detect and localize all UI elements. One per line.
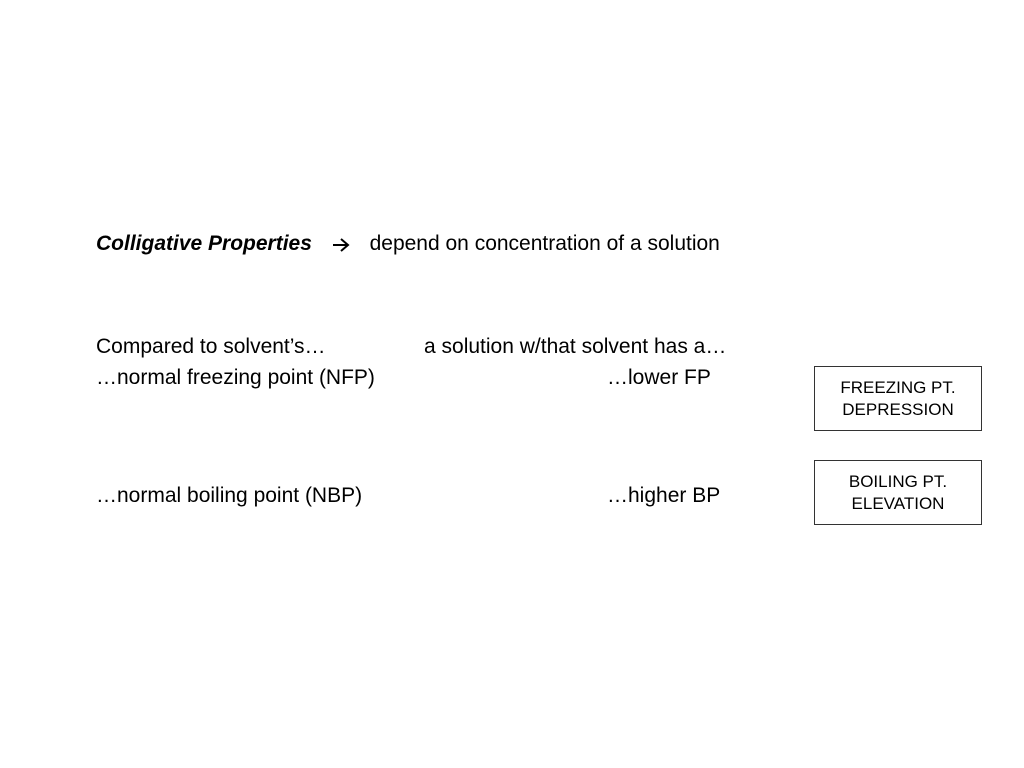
higher-bp-label: …higher BP	[607, 484, 721, 507]
comparison-header-left: Compared to solvent’s…	[96, 335, 326, 358]
nbp-label: …normal boiling point (NBP)	[96, 484, 363, 507]
boiling-box-line2: ELEVATION	[851, 493, 945, 513]
lower-fp-label: …lower FP	[607, 366, 711, 389]
title-definition: depend on concentration of a solution	[369, 232, 720, 255]
right-arrow-icon	[332, 231, 350, 257]
title-line	[96, 231, 720, 257]
title-term: Colligative Properties	[96, 232, 312, 255]
boiling-box-line1: BOILING PT.	[848, 471, 948, 491]
freezing-box-line2: DEPRESSION	[842, 399, 954, 419]
boiling-pt-elevation-box	[814, 460, 982, 525]
freezing-pt-depression-box	[814, 366, 982, 431]
comparison-header-right: a solution w/that solvent has a…	[424, 335, 727, 358]
nfp-label: …normal freezing point (NFP)	[96, 366, 375, 389]
freezing-box-line1: FREEZING PT.	[840, 377, 956, 397]
